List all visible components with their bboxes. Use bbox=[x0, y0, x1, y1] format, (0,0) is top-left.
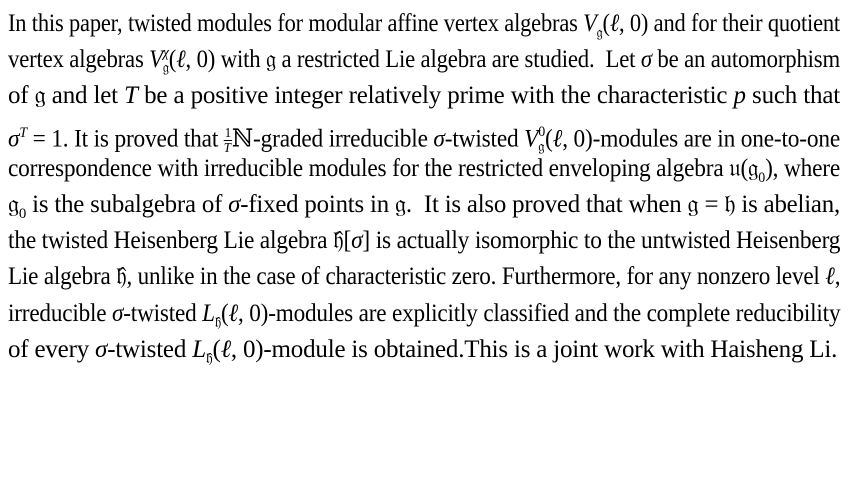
abstract-line-2: vertex algebras Vχ 𝔤(ℓ, 0) with 𝔤 a restricted Lie algebra are studied. Let σ be an automorphism bbox=[8, 45, 840, 77]
abstract-line-6: 𝔤$_0$ is the subalgebra of σ-fixed points in 𝔤. It is also proved that when 𝔤 = 𝔥 is abelian, bbox=[8, 190, 840, 222]
abstract-line-7: the twisted Heisenberg Lie algebra 𝔥̂[σ] is actually isomorphic to the untwisted Heisenberg bbox=[8, 227, 841, 255]
abstract-line-5: correspondence with irreducible modules for the restricted enveloping algebra 𝔲(𝔤$_0$), where bbox=[8, 154, 841, 186]
abstract-line-4: $\sigma^T = 1$. It is proved that $\frac{1}{T}ℕ$-graded irreducible σ-twisted V0 𝔤(ℓ, 0)-modules are in one-to-one bbox=[8, 124, 840, 156]
abstract-line-10: of every σ-twisted $L_{𝔥̂}(\ell$, 0)-module is obtained.This is a joint work with Haisheng Li. bbox=[8, 335, 838, 367]
abstract-line-1: In this paper, twisted modules for modular affine vertex algebras $V_𝔤(\ell$, 0) and for their quotient bbox=[8, 10, 840, 41]
abstract-line-9: irreducible σ-twisted $L_{𝔥̂}(\ell$, 0)-modules are explicitly classified and the complete reducibility bbox=[8, 299, 841, 331]
abstract-text bbox=[8, 6, 840, 368]
abstract-line-8: Lie algebra 𝔥̂, unlike in the case of characteristic zero. Furthermore, for any nonzero level ℓ, bbox=[8, 263, 841, 291]
abstract-line-3: of 𝔤 and let T be a positive integer relatively prime with the characteristic p such that bbox=[8, 82, 840, 110]
